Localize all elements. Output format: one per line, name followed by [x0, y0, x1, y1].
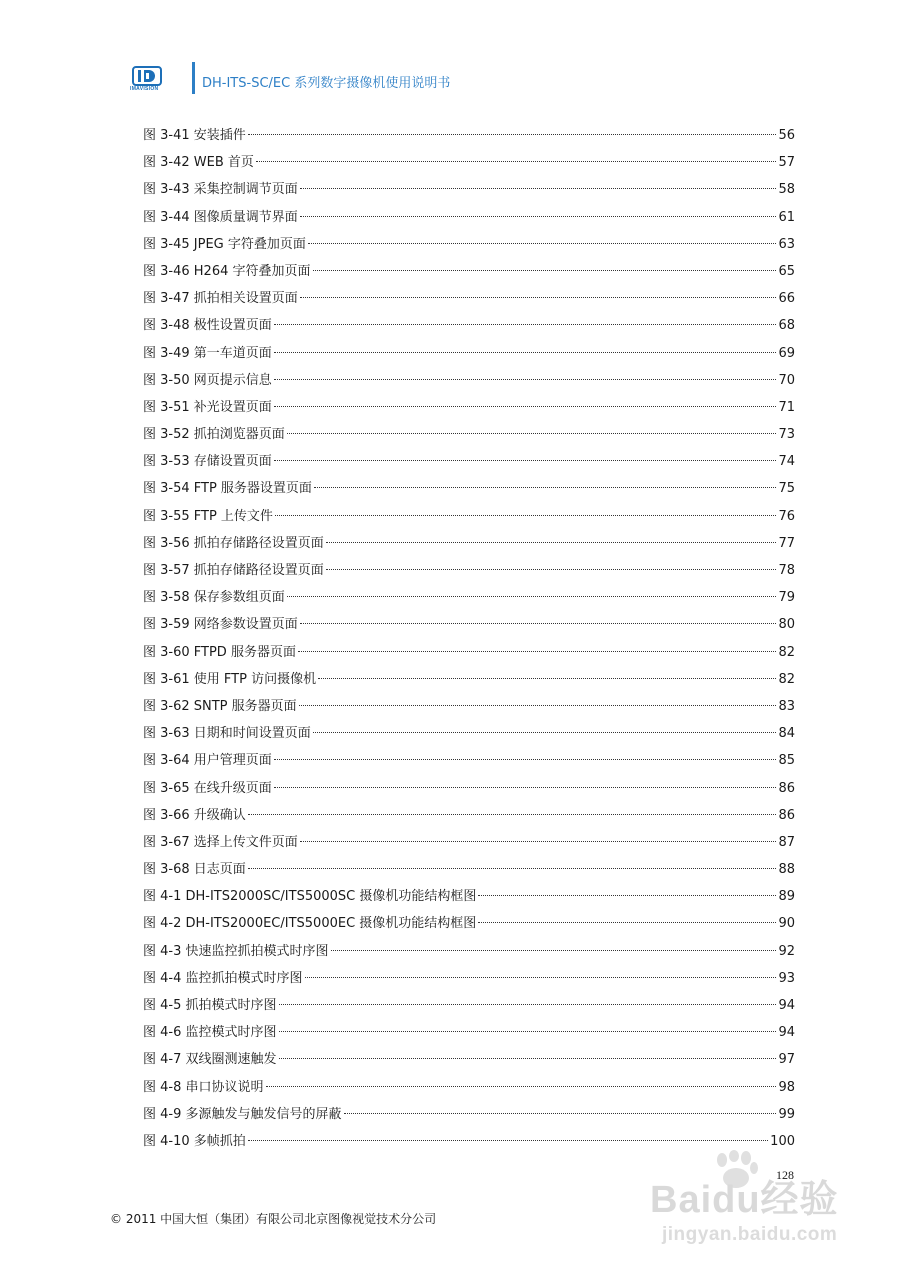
toc-entry[interactable] — [143, 883, 795, 910]
page-number: 128 — [776, 1168, 794, 1182]
toc-dot-leader — [274, 406, 777, 407]
toc-dot-leader — [308, 243, 777, 244]
toc-entry[interactable] — [143, 231, 795, 258]
toc-entry-label: 图 3-48 极性设置页面 — [143, 318, 272, 334]
toc-dot-leader — [279, 1031, 777, 1032]
toc-entry[interactable] — [143, 421, 795, 448]
toc-entry-page: 63 — [778, 236, 795, 252]
toc-dot-leader — [298, 651, 777, 652]
toc-entry-page: 69 — [778, 345, 795, 361]
toc-dot-leader — [248, 1140, 768, 1141]
toc-entry-page: 88 — [778, 862, 795, 878]
toc-dot-leader — [279, 1058, 777, 1059]
toc-dot-leader — [275, 515, 777, 516]
toc-entry-label: 图 3-65 在线升级页面 — [143, 780, 272, 796]
toc-dot-leader — [331, 950, 777, 951]
toc-entry[interactable] — [143, 285, 795, 312]
toc-entry[interactable] — [143, 475, 795, 502]
toc-entry-label: 图 3-68 日志页面 — [143, 862, 246, 878]
toc-entry-page: 99 — [778, 1106, 795, 1122]
figure-list — [143, 122, 795, 1155]
toc-entry[interactable] — [143, 829, 795, 856]
toc-dot-leader — [248, 868, 777, 869]
toc-entry-label: 图 3-57 抓拍存储路径设置页面 — [143, 563, 324, 578]
toc-entry[interactable] — [143, 312, 795, 339]
toc-dot-leader — [287, 433, 777, 434]
toc-entry[interactable] — [143, 204, 795, 231]
toc-entry-label: 图 3-56 抓拍存储路径设置页面 — [143, 535, 324, 551]
toc-entry-page: 58 — [778, 182, 795, 198]
toc-entry[interactable] — [143, 149, 795, 176]
toc-entry-page: 61 — [778, 209, 795, 225]
toc-entry-label: 图 3-66 升级确认 — [143, 807, 246, 823]
toc-entry-page: 75 — [778, 481, 795, 497]
toc-entry-label: 图 3-60 FTPD 服务器页面 — [143, 644, 296, 660]
document-title: DH-ITS-SC/EC 系列数字摄像机使用说明书 — [202, 76, 451, 91]
toc-dot-leader — [305, 977, 777, 978]
toc-entry[interactable] — [143, 367, 795, 394]
imavision-logo-icon — [132, 66, 162, 86]
toc-entry-label: 图 3-49 第一车道页面 — [143, 345, 272, 361]
toc-dot-leader — [300, 188, 777, 189]
toc-entry[interactable] — [143, 1074, 795, 1101]
toc-entry-label: 图 3-53 存储设置页面 — [143, 454, 272, 470]
toc-entry-page: 82 — [778, 671, 795, 687]
toc-dot-leader — [300, 216, 777, 217]
toc-entry[interactable] — [143, 747, 795, 774]
toc-entry[interactable] — [143, 720, 795, 747]
toc-entry-page: 100 — [770, 1133, 795, 1149]
toc-dot-leader — [326, 542, 777, 543]
toc-dot-leader — [248, 134, 777, 135]
toc-entry[interactable] — [143, 1046, 795, 1073]
toc-entry-label: 图 4-7 双线圈测速触发 — [143, 1052, 277, 1068]
toc-entry-page: 77 — [778, 535, 795, 551]
toc-entry[interactable] — [143, 938, 795, 965]
toc-entry-label: 图 3-64 用户管理页面 — [143, 753, 272, 769]
toc-entry[interactable] — [143, 584, 795, 611]
toc-dot-leader — [478, 922, 776, 923]
toc-entry-page: 70 — [778, 372, 795, 388]
toc-dot-leader — [313, 270, 777, 271]
toc-entry-label: 图 4-6 监控模式时序图 — [143, 1025, 277, 1041]
toc-entry-page: 93 — [778, 970, 795, 986]
toc-entry-label: 图 3-55 FTP 上传文件 — [143, 508, 273, 524]
toc-entry-label: 图 4-10 多帧抓拍 — [143, 1133, 246, 1149]
toc-entry[interactable] — [143, 176, 795, 203]
toc-dot-leader — [274, 460, 777, 461]
toc-entry[interactable] — [143, 611, 795, 638]
toc-entry[interactable] — [143, 775, 795, 802]
toc-entry-page: 57 — [778, 155, 795, 171]
copyright-footer: © 2011 中国大恒（集团）有限公司北京图像视觉技术分公司 — [110, 1212, 437, 1226]
toc-entry-page: 92 — [778, 943, 795, 959]
toc-entry-page: 56 — [778, 128, 795, 143]
toc-entry[interactable] — [143, 1101, 795, 1128]
toc-entry-label: 图 3-52 抓拍浏览器页面 — [143, 427, 285, 443]
toc-entry[interactable] — [143, 910, 795, 937]
watermark-url: jingyan.baidu.com — [662, 1224, 838, 1245]
toc-entry-page: 66 — [778, 291, 795, 307]
toc-dot-leader — [274, 787, 777, 788]
toc-entry-page: 73 — [778, 427, 795, 443]
toc-dot-leader — [274, 379, 777, 380]
baidu-watermark — [640, 1150, 870, 1260]
watermark-brand: Baidu经验 — [650, 1179, 839, 1221]
toc-entry-page: 65 — [778, 263, 795, 279]
toc-entry-label: 图 3-62 SNTP 服务器页面 — [143, 698, 297, 714]
toc-entry[interactable] — [143, 802, 795, 829]
toc-entry-label: 图 4-5 抓拍模式时序图 — [143, 998, 277, 1013]
toc-entry-page: 87 — [778, 834, 795, 850]
toc-entry-page: 80 — [778, 617, 795, 633]
toc-entry-page: 86 — [778, 780, 795, 796]
toc-dot-leader — [326, 569, 777, 570]
toc-dot-leader — [344, 1113, 777, 1114]
toc-dot-leader — [266, 1086, 777, 1087]
toc-dot-leader — [300, 841, 777, 842]
toc-dot-leader — [274, 352, 777, 353]
toc-entry-label: 图 3-59 网络参数设置页面 — [143, 617, 298, 633]
toc-dot-leader — [300, 297, 777, 298]
toc-entry-label: 图 3-50 网页提示信息 — [143, 372, 272, 388]
toc-entry[interactable] — [143, 856, 795, 883]
toc-entry[interactable] — [143, 258, 795, 285]
toc-entry-page: 89 — [778, 889, 795, 905]
toc-entry[interactable] — [143, 503, 795, 530]
toc-entry-label: 图 3-54 FTP 服务器设置页面 — [143, 481, 312, 497]
toc-entry[interactable] — [143, 530, 795, 557]
toc-entry-label: 图 4-8 串口协议说明 — [143, 1079, 264, 1095]
toc-dot-leader — [300, 623, 777, 624]
toc-entry[interactable] — [143, 448, 795, 475]
toc-entry[interactable] — [143, 340, 795, 367]
toc-entry-label: 图 3-45 JPEG 字符叠加页面 — [143, 236, 306, 252]
toc-entry-page: 84 — [778, 726, 795, 742]
toc-entry[interactable] — [143, 557, 795, 584]
toc-entry[interactable] — [143, 1019, 795, 1046]
header-divider — [192, 62, 195, 94]
toc-entry[interactable] — [143, 666, 795, 693]
toc-entry-page: 78 — [778, 563, 795, 578]
toc-dot-leader — [318, 678, 776, 679]
toc-entry-page: 94 — [778, 998, 795, 1013]
toc-entry-label: 图 4-3 快速监控抓拍模式时序图 — [143, 943, 329, 959]
toc-entry-page: 90 — [778, 916, 795, 932]
toc-entry-page: 85 — [778, 753, 795, 769]
toc-dot-leader — [313, 732, 777, 733]
toc-entry-label: 图 4-2 DH-ITS2000EC/ITS5000EC 摄像机功能结构框图 — [143, 916, 477, 932]
toc-dot-leader — [274, 759, 777, 760]
toc-entry-page: 97 — [778, 1052, 795, 1068]
toc-entry[interactable] — [143, 965, 795, 992]
toc-dot-leader — [274, 324, 777, 325]
toc-dot-leader — [478, 895, 776, 896]
toc-entry[interactable] — [143, 394, 795, 421]
toc-entry-label: 图 3-58 保存参数组页面 — [143, 590, 285, 606]
toc-entry-label: 图 3-41 安装插件 — [143, 128, 246, 143]
toc-entry-label: 图 3-46 H264 字符叠加页面 — [143, 263, 311, 279]
toc-entry-page: 83 — [778, 698, 795, 714]
toc-entry-label: 图 3-43 采集控制调节页面 — [143, 182, 298, 198]
toc-entry-page: 68 — [778, 318, 795, 334]
toc-entry-label: 图 3-47 抓拍相关设置页面 — [143, 291, 298, 307]
toc-entry-page: 98 — [778, 1079, 795, 1095]
toc-entry-page: 94 — [778, 1025, 795, 1041]
toc-entry[interactable] — [143, 122, 795, 149]
toc-dot-leader — [287, 596, 777, 597]
logo-text: IMAVISION — [130, 86, 159, 92]
toc-entry-page: 82 — [778, 644, 795, 660]
toc-entry-page: 74 — [778, 454, 795, 470]
toc-entry-page: 79 — [778, 590, 795, 606]
toc-entry-label: 图 3-42 WEB 首页 — [143, 155, 254, 171]
toc-entry-label: 图 3-44 图像质量调节界面 — [143, 209, 298, 225]
toc-entry[interactable] — [143, 693, 795, 720]
toc-entry-page: 76 — [778, 508, 795, 524]
toc-dot-leader — [314, 487, 777, 488]
toc-entry-label: 图 4-1 DH-ITS2000SC/ITS5000SC 摄像机功能结构框图 — [143, 889, 477, 905]
toc-dot-leader — [248, 814, 777, 815]
toc-dot-leader — [299, 705, 777, 706]
toc-dot-leader — [279, 1004, 777, 1005]
toc-entry-page: 71 — [778, 399, 795, 415]
toc-entry-label: 图 3-63 日期和时间设置页面 — [143, 726, 311, 742]
toc-entry[interactable] — [143, 639, 795, 666]
toc-entry-label: 图 4-4 监控抓拍模式时序图 — [143, 970, 303, 986]
page-header — [130, 58, 780, 98]
toc-entry-label: 图 3-67 选择上传文件页面 — [143, 834, 298, 850]
company-logo — [130, 66, 168, 96]
toc-entry[interactable] — [143, 992, 795, 1019]
toc-entry-label: 图 3-61 使用 FTP 访问摄像机 — [143, 671, 317, 687]
toc-entry-label: 图 3-51 补光设置页面 — [143, 399, 272, 415]
toc-dot-leader — [256, 161, 777, 162]
toc-entry-page: 86 — [778, 807, 795, 823]
toc-entry-label: 图 4-9 多源触发与触发信号的屏蔽 — [143, 1106, 342, 1122]
